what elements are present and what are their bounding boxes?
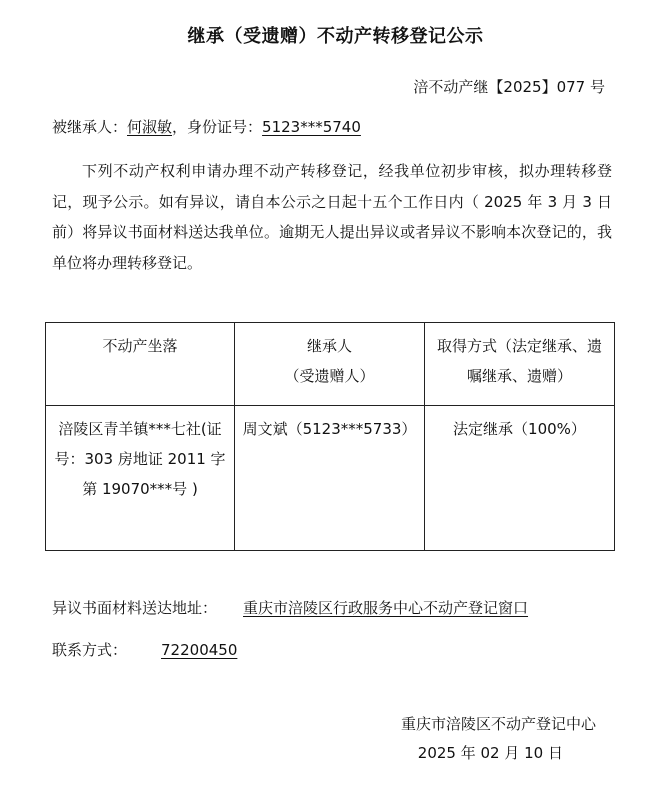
cell-method: 法定继承（100%） bbox=[425, 406, 615, 551]
contact-line bbox=[52, 639, 237, 660]
property-table bbox=[45, 322, 615, 551]
contact-value: 72200450 bbox=[161, 641, 238, 659]
decedent-label: 被继承人： bbox=[52, 118, 128, 136]
contact-label: 联系方式： bbox=[52, 641, 128, 659]
table-header-row bbox=[46, 323, 615, 406]
notice-paragraph: 下列不动产权利申请办理不动产转移登记，经我单位初步审核，拟办理转移登记，现予公示。如有异议，请自本公示之日起十五个工作日内（ 2025 年 3 月 3 日前）将异议书面材料送达我单位。逾期无人提出异议或者异议不影响本次登记的，我单位将办理转移登记。 bbox=[52, 162, 612, 272]
header-method: 取得方式（法定继承、遗嘱继承、遗赠） bbox=[425, 323, 615, 406]
decedent-line bbox=[52, 116, 361, 137]
issuing-organization: 重庆市涪陵区不动产登记中心 bbox=[400, 715, 596, 733]
objection-address-line bbox=[52, 597, 528, 618]
id-label: ，身份证号： bbox=[172, 118, 263, 136]
cell-location: 涪陵区青羊镇***七社(证号：303 房地证 2011 字第 19070***号 ) bbox=[46, 406, 235, 551]
table-row bbox=[46, 406, 615, 551]
document-number: 涪不动产继【2025】077 号 bbox=[413, 78, 605, 96]
decedent-name: 何淑敏 bbox=[127, 118, 173, 136]
issue-date: 2025 年 02 月 10 日 bbox=[417, 744, 563, 762]
header-heir-line2: （受遗赠人） bbox=[284, 367, 375, 385]
objection-address-value: 重庆市涪陵区行政服务中心不动产登记窗口 bbox=[243, 599, 529, 617]
header-heir bbox=[235, 323, 425, 406]
page-title: 继承（受遗赠）不动产转移登记公示 bbox=[187, 26, 484, 47]
header-heir-line1: 继承人 bbox=[306, 337, 352, 355]
cell-heir: 周文斌（5123***5733） bbox=[235, 406, 425, 551]
decedent-id-number: 5123***5740 bbox=[262, 118, 361, 136]
objection-address-label: 异议书面材料送达地址： bbox=[52, 599, 218, 617]
header-location: 不动产坐落 bbox=[46, 323, 235, 406]
